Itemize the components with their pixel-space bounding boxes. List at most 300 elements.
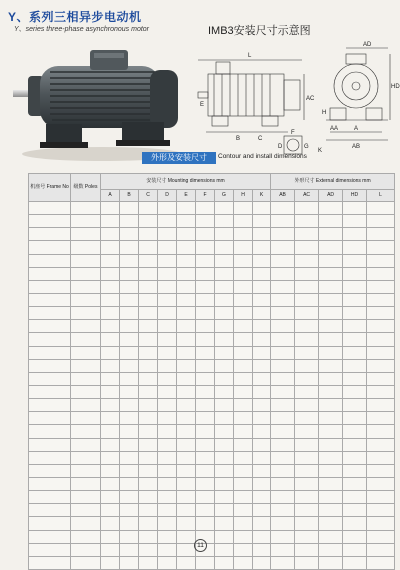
table-cell	[343, 543, 367, 556]
table-cell	[177, 372, 196, 385]
table-cell	[343, 412, 367, 425]
table-row	[29, 372, 395, 385]
table-cell	[196, 280, 215, 293]
column-header: AD	[319, 190, 343, 202]
table-cell	[177, 254, 196, 267]
frame-cell	[29, 254, 71, 267]
column-header: D	[158, 190, 177, 202]
table-cell	[139, 517, 158, 530]
table-cell	[253, 241, 271, 254]
table-row	[29, 293, 395, 306]
table-cell	[319, 359, 343, 372]
table-cell	[120, 307, 139, 320]
table-cell	[295, 425, 319, 438]
table-cell	[253, 346, 271, 359]
table-cell	[71, 517, 101, 530]
table-cell	[271, 228, 295, 241]
table-cell	[120, 215, 139, 228]
label-L: L	[248, 53, 252, 59]
table-cell	[253, 293, 271, 306]
table-cell	[271, 241, 295, 254]
table-cell	[319, 241, 343, 254]
table-cell	[158, 320, 177, 333]
table-cell	[215, 267, 234, 280]
table-cell	[234, 556, 253, 569]
table-row	[29, 517, 395, 530]
label-AA: AA	[330, 126, 339, 132]
table-cell	[234, 491, 253, 504]
table-cell	[295, 543, 319, 556]
table-cell	[158, 333, 177, 346]
table-cell	[271, 280, 295, 293]
table-cell	[196, 320, 215, 333]
table-cell	[319, 333, 343, 346]
table-cell	[367, 215, 395, 228]
table-cell	[120, 491, 139, 504]
table-cell	[120, 517, 139, 530]
label-K: K	[318, 148, 323, 154]
table-cell	[120, 320, 139, 333]
table-cell	[295, 359, 319, 372]
table-cell	[158, 451, 177, 464]
table-cell	[120, 267, 139, 280]
table-cell	[215, 385, 234, 398]
table-cell	[271, 385, 295, 398]
table-cell	[158, 385, 177, 398]
header-mounting: 安装尺寸 Mounting dimensions mm	[101, 174, 271, 190]
table-row	[29, 202, 395, 215]
table-cell	[215, 254, 234, 267]
frame-cell	[29, 346, 71, 359]
table-cell	[271, 346, 295, 359]
table-cell	[101, 267, 120, 280]
table-cell	[196, 517, 215, 530]
column-header: G	[215, 190, 234, 202]
table-cell	[139, 477, 158, 490]
table-cell	[71, 333, 101, 346]
table-cell	[271, 438, 295, 451]
table-cell	[343, 267, 367, 280]
label-G: G	[304, 144, 309, 150]
table-cell	[253, 425, 271, 438]
table-cell	[271, 491, 295, 504]
table-cell	[196, 228, 215, 241]
table-cell	[367, 477, 395, 490]
table-cell	[101, 228, 120, 241]
table-row	[29, 530, 395, 543]
table-cell	[215, 464, 234, 477]
table-cell	[319, 320, 343, 333]
table-cell	[253, 372, 271, 385]
table-cell	[158, 254, 177, 267]
table-cell	[71, 307, 101, 320]
table-cell	[101, 491, 120, 504]
table-cell	[367, 556, 395, 569]
label-HD: HD	[391, 84, 400, 90]
frame-cell	[29, 517, 71, 530]
label-B: B	[236, 136, 241, 142]
table-cell	[101, 543, 120, 556]
table-cell	[234, 504, 253, 517]
table-cell	[343, 293, 367, 306]
table-cell	[196, 556, 215, 569]
table-row	[29, 412, 395, 425]
table-cell	[253, 202, 271, 215]
table-cell	[367, 530, 395, 543]
table-cell	[343, 399, 367, 412]
table-cell	[120, 333, 139, 346]
table-cell	[343, 372, 367, 385]
table-cell	[158, 543, 177, 556]
table-cell	[196, 215, 215, 228]
table-cell	[271, 543, 295, 556]
table-cell	[319, 504, 343, 517]
table-cell	[367, 228, 395, 241]
table-cell	[253, 399, 271, 412]
table-cell	[295, 504, 319, 517]
table-cell	[158, 228, 177, 241]
table-cell	[177, 320, 196, 333]
table-cell	[234, 228, 253, 241]
table-cell	[71, 412, 101, 425]
table-cell	[234, 517, 253, 530]
table-cell	[215, 412, 234, 425]
table-cell	[319, 530, 343, 543]
table-cell	[139, 399, 158, 412]
table-cell	[295, 385, 319, 398]
table-cell	[253, 228, 271, 241]
table-row	[29, 267, 395, 280]
table-cell	[177, 451, 196, 464]
column-header: E	[177, 190, 196, 202]
table-cell	[177, 215, 196, 228]
table-cell	[234, 307, 253, 320]
table-cell	[253, 543, 271, 556]
table-cell	[343, 451, 367, 464]
table-cell	[139, 293, 158, 306]
table-cell	[295, 372, 319, 385]
motor-photo	[10, 36, 185, 162]
table-cell	[177, 359, 196, 372]
table-cell	[215, 491, 234, 504]
column-header: B	[120, 190, 139, 202]
table-cell	[196, 254, 215, 267]
table-cell	[120, 530, 139, 543]
table-cell	[271, 425, 295, 438]
table-cell	[367, 543, 395, 556]
table-cell	[101, 412, 120, 425]
table-cell	[271, 464, 295, 477]
table-cell	[120, 385, 139, 398]
column-header: AC	[295, 190, 319, 202]
table-cell	[367, 464, 395, 477]
table-cell	[319, 202, 343, 215]
table-cell	[271, 517, 295, 530]
table-cell	[71, 491, 101, 504]
table-cell	[101, 438, 120, 451]
table-cell	[71, 320, 101, 333]
table-cell	[120, 399, 139, 412]
frame-cell	[29, 491, 71, 504]
table-cell	[101, 280, 120, 293]
table-cell	[295, 333, 319, 346]
table-cell	[120, 202, 139, 215]
table-cell	[158, 267, 177, 280]
table-cell	[367, 293, 395, 306]
table-cell	[253, 280, 271, 293]
table-cell	[253, 254, 271, 267]
table-cell	[196, 491, 215, 504]
table-cell	[71, 215, 101, 228]
table-cell	[319, 307, 343, 320]
table-cell	[319, 451, 343, 464]
table-cell	[215, 346, 234, 359]
frame-cell	[29, 477, 71, 490]
frame-cell	[29, 385, 71, 398]
label-A: A	[354, 126, 359, 132]
table-cell	[319, 280, 343, 293]
table-cell	[158, 491, 177, 504]
table-cell	[139, 280, 158, 293]
table-cell	[343, 385, 367, 398]
table-cell	[253, 451, 271, 464]
page-number: 11	[194, 539, 207, 552]
table-cell	[295, 438, 319, 451]
table-cell	[367, 412, 395, 425]
table-row	[29, 215, 395, 228]
frame-cell	[29, 228, 71, 241]
series-subtitle: Y、series three-phase asynchronous motor	[14, 26, 150, 33]
table-cell	[295, 215, 319, 228]
table-row	[29, 477, 395, 490]
table-cell	[196, 504, 215, 517]
table-cell	[196, 399, 215, 412]
table-cell	[120, 412, 139, 425]
table-cell	[139, 346, 158, 359]
table-cell	[139, 491, 158, 504]
table-cell	[319, 399, 343, 412]
table-cell	[196, 202, 215, 215]
table-cell	[253, 517, 271, 530]
table-cell	[253, 215, 271, 228]
table-cell	[367, 438, 395, 451]
table-cell	[234, 202, 253, 215]
table-cell	[295, 202, 319, 215]
table-cell	[343, 228, 367, 241]
table-cell	[295, 451, 319, 464]
table-cell	[295, 477, 319, 490]
table-cell	[215, 280, 234, 293]
frame-cell	[29, 333, 71, 346]
table-cell	[295, 556, 319, 569]
table-cell	[367, 280, 395, 293]
table-cell	[253, 267, 271, 280]
table-cell	[71, 202, 101, 215]
table-cell	[234, 412, 253, 425]
table-cell	[71, 267, 101, 280]
table-cell	[367, 491, 395, 504]
table-cell	[253, 504, 271, 517]
table-cell	[295, 517, 319, 530]
table-cell	[271, 320, 295, 333]
table-cell	[234, 477, 253, 490]
table-cell	[177, 385, 196, 398]
table-cell	[177, 202, 196, 215]
table-cell	[215, 320, 234, 333]
table-cell	[139, 359, 158, 372]
table-cell	[120, 254, 139, 267]
table-cell	[177, 228, 196, 241]
frame-cell	[29, 202, 71, 215]
table-cell	[177, 543, 196, 556]
table-cell	[319, 491, 343, 504]
table-cell	[319, 556, 343, 569]
table-row	[29, 241, 395, 254]
table-cell	[319, 477, 343, 490]
table-cell	[271, 333, 295, 346]
table-cell	[271, 202, 295, 215]
table-cell	[177, 504, 196, 517]
table-cell	[215, 215, 234, 228]
table-cell	[101, 372, 120, 385]
install-diagram	[198, 36, 400, 156]
table-cell	[196, 267, 215, 280]
table-cell	[253, 412, 271, 425]
table-cell	[215, 241, 234, 254]
table-cell	[319, 267, 343, 280]
table-cell	[71, 228, 101, 241]
table-cell	[177, 399, 196, 412]
table-cell	[177, 464, 196, 477]
table-cell	[271, 215, 295, 228]
table-cell	[319, 372, 343, 385]
table-cell	[101, 241, 120, 254]
table-cell	[139, 215, 158, 228]
table-cell	[343, 254, 367, 267]
table-cell	[196, 464, 215, 477]
table-row	[29, 307, 395, 320]
table-row	[29, 464, 395, 477]
table-cell	[158, 359, 177, 372]
table-cell	[101, 399, 120, 412]
table-cell	[271, 293, 295, 306]
table-cell	[215, 228, 234, 241]
table-cell	[120, 425, 139, 438]
table-cell	[367, 320, 395, 333]
table-cell	[295, 346, 319, 359]
table-cell	[120, 504, 139, 517]
table-cell	[196, 425, 215, 438]
table-cell	[71, 254, 101, 267]
table-cell	[139, 464, 158, 477]
table-cell	[101, 385, 120, 398]
table-cell	[139, 254, 158, 267]
table-cell	[295, 530, 319, 543]
table-cell	[71, 543, 101, 556]
table-cell	[367, 254, 395, 267]
table-cell	[343, 477, 367, 490]
table-cell	[196, 451, 215, 464]
table-cell	[101, 215, 120, 228]
table-cell	[367, 399, 395, 412]
table-cell	[139, 530, 158, 543]
table-cell	[158, 517, 177, 530]
table-cell	[295, 241, 319, 254]
table-cell	[367, 267, 395, 280]
table-cell	[158, 346, 177, 359]
table-cell	[101, 346, 120, 359]
table-cell	[253, 333, 271, 346]
table-cell	[71, 504, 101, 517]
table-row	[29, 491, 395, 504]
table-cell	[120, 372, 139, 385]
label-D: D	[278, 144, 283, 150]
table-cell	[295, 320, 319, 333]
table-cell	[319, 346, 343, 359]
table-cell	[215, 307, 234, 320]
table-cell	[139, 438, 158, 451]
table-cell	[343, 307, 367, 320]
table-cell	[215, 202, 234, 215]
table-cell	[343, 320, 367, 333]
table-cell	[234, 280, 253, 293]
table-cell	[234, 320, 253, 333]
table-cell	[177, 346, 196, 359]
table-cell	[71, 464, 101, 477]
table-cell	[215, 333, 234, 346]
frame-cell	[29, 267, 71, 280]
table-cell	[158, 280, 177, 293]
table-cell	[367, 241, 395, 254]
frame-cell	[29, 359, 71, 372]
column-header: AB	[271, 190, 295, 202]
table-cell	[234, 254, 253, 267]
table-cell	[295, 254, 319, 267]
table-cell	[158, 504, 177, 517]
table-cell	[158, 438, 177, 451]
table-cell	[139, 241, 158, 254]
column-header: L	[367, 190, 395, 202]
table-cell	[158, 556, 177, 569]
table-cell	[234, 267, 253, 280]
table-cell	[234, 425, 253, 438]
table-cell	[158, 412, 177, 425]
table-cell	[196, 438, 215, 451]
table-cell	[158, 399, 177, 412]
table-cell	[215, 477, 234, 490]
table-cell	[101, 451, 120, 464]
column-header: H	[234, 190, 253, 202]
table-cell	[177, 477, 196, 490]
table-cell	[343, 556, 367, 569]
table-cell	[234, 399, 253, 412]
table-cell	[215, 425, 234, 438]
table-cell	[253, 491, 271, 504]
table-cell	[295, 491, 319, 504]
table-cell	[139, 372, 158, 385]
table-cell	[120, 280, 139, 293]
table-cell	[343, 438, 367, 451]
table-cell	[120, 451, 139, 464]
table-cell	[120, 346, 139, 359]
table-row	[29, 543, 395, 556]
table-cell	[234, 241, 253, 254]
dimensions-table	[28, 173, 395, 570]
table-cell	[319, 228, 343, 241]
table-row	[29, 346, 395, 359]
table-cell	[139, 543, 158, 556]
table-cell	[71, 451, 101, 464]
